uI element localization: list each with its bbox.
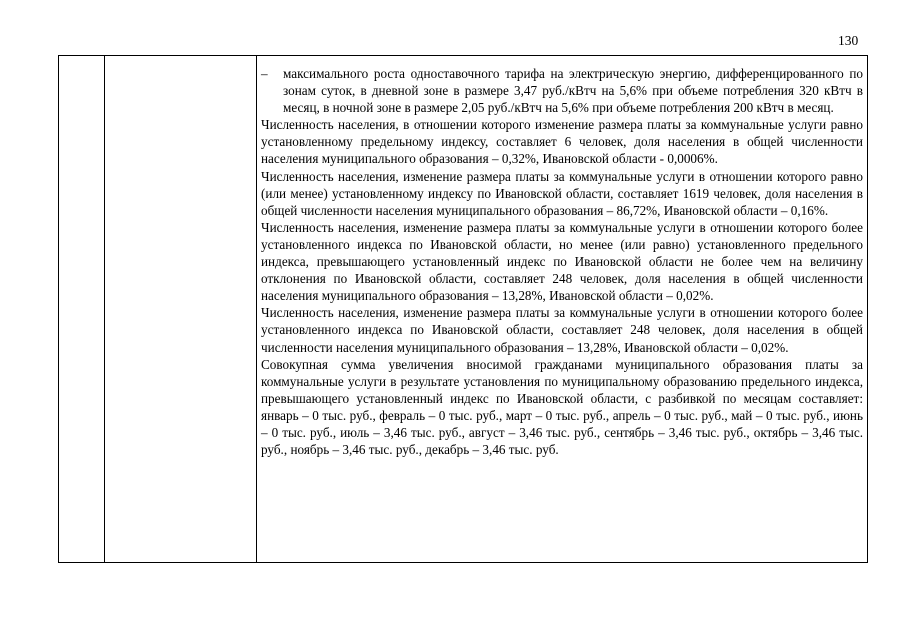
- empty-cell-number: [59, 56, 105, 563]
- document-table: [58, 55, 868, 563]
- table-row: [59, 56, 868, 563]
- empty-cell-name: [105, 56, 257, 563]
- dash-list-item: [261, 65, 863, 116]
- paragraph-above-regional-index: Численность населения, изменение размера платы за коммунальные услуги в отношении которого более установленного индекса по Ивановской области, составляет 248 человек, доля населения в общей численности населения муниципального образования – 13,28%, Ивановской области – 0,02%.: [261, 305, 863, 355]
- dash-item-text: максимального роста одноставочного тарифа на электрическую энергию, дифференцированного по зонам суток, в дневной зоне в размере 3,47 руб./кВтч на 5,6% при объеме потребления 320 кВтч в месяц, в ночной зоне в размере 2,05 руб./кВтч на 5,6% при объеме потребления 200 кВтч в месяц.: [283, 66, 863, 116]
- dash-marker: –: [261, 66, 268, 81]
- paragraph-equal-limit: Численность населения, в отношении которого изменение размера платы за коммунальные услуги равно установленному предельному индексу, составляет 6 человек, доля населения в общей численности населения муниципального образования – 0,32%, Ивановской области - 0,0006%.: [261, 117, 863, 167]
- paragraph-monthly-increase: Совокупная сумма увеличения вносимой гражданами муниципального образования платы за коммунальные услуги в результате установления по муниципальному образованию предельного индекса, превышающего установленный индекс по Ивановской области, с разбивкой по месяцам составляет: январь – 0 тыс. руб., февраль – 0 тыс. руб., март – 0 тыс. руб., апрель – 0 тыс. руб., май – 0 тыс. руб., июнь – 0 тыс. руб., июль – 3,46 тыс. руб., август – 3,46 тыс. руб., сентябрь – 3,46 тыс. руб., октябрь – 3,46 тыс. руб., ноябрь – 3,46 тыс. руб., декабрь – 3,46 тыс. руб.: [261, 356, 863, 458]
- content-cell: [257, 56, 868, 563]
- paragraph-between-indexes: Численность населения, изменение размера платы за коммунальные услуги в отношении которого более установленного индекса по Ивановской области, но менее (или равно) установленного предельного индекса, превышающего установленный индекс по Ивановской области не более чем на величину отклонения по Ивановской области, составляет 248 человек, доля населения в общей численности населения муниципального образования – 13,28%, Ивановской области – 0,02%.: [261, 219, 863, 304]
- page-number: 130: [838, 33, 859, 48]
- paragraph-within-regional-index: Численность населения, изменение размера платы за коммунальные услуги в отношении которого равно (или менее) установленному индексу по Ивановской области, составляет 1619 человек, доля населения в общей численности населения муниципального образования – 86,72%, Ивановской области – 0,16%.: [261, 168, 863, 218]
